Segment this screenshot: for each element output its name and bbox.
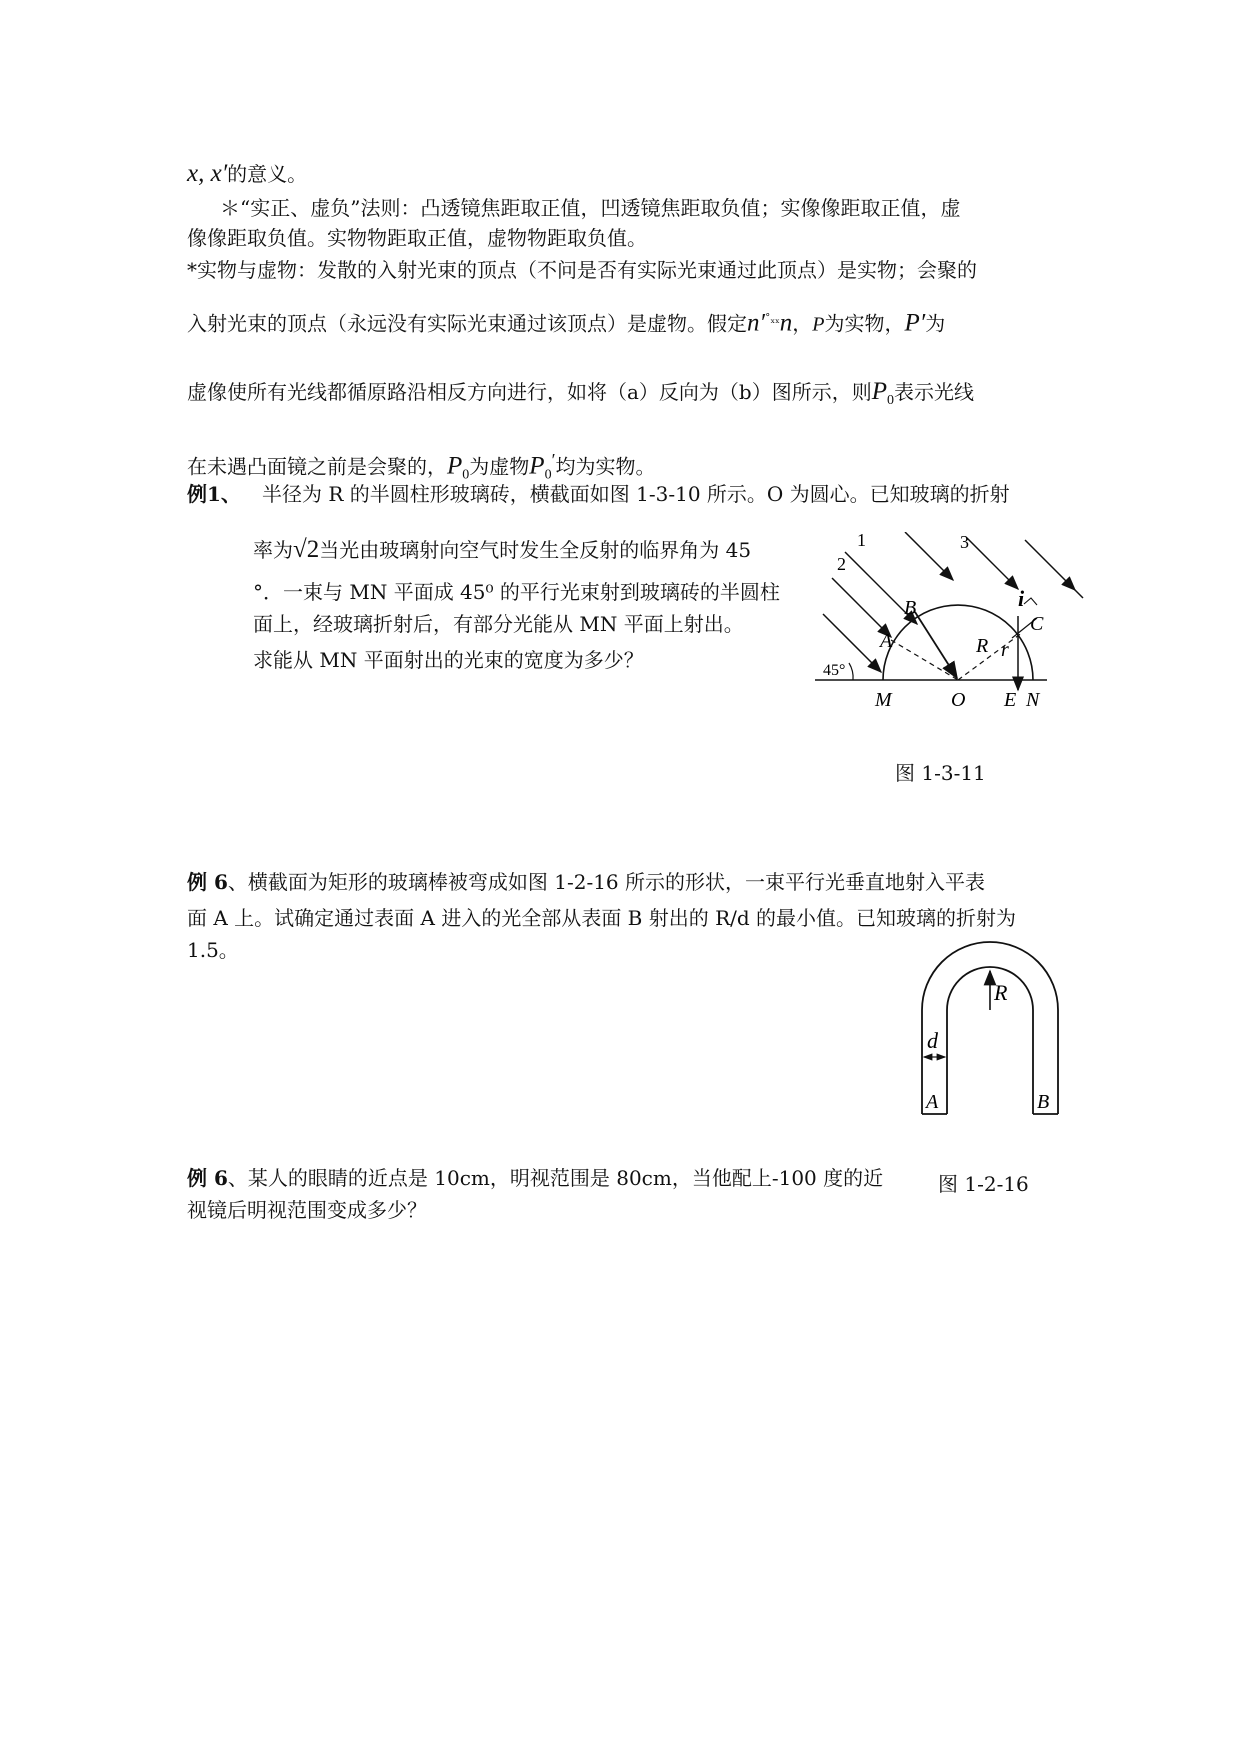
label-B: B [904,597,917,619]
label-r: r [1001,639,1009,661]
example1-line-3: °．一束与 MN 平面成 45⁰ 的平行光束射到玻璃砖的半圆柱 [253,580,780,604]
symbol-P0-prime-sub: 0 [544,467,552,483]
example1-line-1: 半径为 R 的半圆柱形玻璃砖，横截面如图 1-3-10 所示。O 为圆心。已知玻璃的折射 [262,482,1010,506]
label-B: B [1037,1091,1050,1113]
label-R: R [976,635,989,657]
object-line-4-text-b: 为虚物 [469,454,530,479]
symbol-P0: P [871,378,888,405]
label-O: O [951,689,966,711]
incident-ray-b [905,532,953,580]
sqrt-two: √2 [293,536,320,563]
object-line-2 [187,306,945,339]
symbol-n-prime: n′ [747,309,765,337]
figure-caption-1-3-11: 图 1-3-11 [895,761,986,785]
object-line-3-text: 虚像使所有光线都循原路沿相反方向进行，如将（a）反向为（b）图所示，则 [187,380,872,404]
symbol-n: n [779,309,793,337]
angle-arc [849,663,853,680]
label-R: R [994,980,1008,1005]
object-line-3 [187,378,974,415]
object-line-2-text-c: 为 [925,311,946,336]
example6a-line-1-text: 、横截面为矩形的玻璃棒被弯成如图 1-2-16 所示的形状，一束平行光垂直地射入平表 [227,870,986,894]
label-angle-45: 45° [823,662,846,679]
object-line-2-comma: ， [792,311,813,336]
example1-line-5: 求能从 MN 平面射出的光束的宽度为多少？ [253,648,644,672]
example6a-line-2: 面 A 上。试确定通过表面 A 进入的光全部从表面 B 射出的 R/d 的最小值。已知玻璃的折射为 [187,906,1017,930]
label-N: N [1026,689,1040,711]
incident-ray-3 [967,538,1018,589]
example6b-line-2: 视镜后明视范围变成多少？ [187,1198,427,1222]
example6b-line-1 [187,1164,883,1192]
label-C: C [1030,613,1044,635]
intro-vars-line [187,160,307,188]
label-E: E [1004,689,1017,711]
symbol-P0-sub: 0 [887,393,895,408]
symbol-P-prime: P′ [904,309,926,337]
label-A: A [926,1091,939,1113]
label-ray-2: 2 [837,554,846,574]
example6a-label: 例 6 [187,870,228,894]
example1-label: 例1、 [187,482,241,506]
right-angle-mark [1024,598,1037,605]
intro-vars-suffix: 的意义。 [227,162,308,186]
object-line-2-text-b: 为实物， [824,311,905,336]
symbol-P: P [812,313,825,336]
example1-line-4: 面上，经玻璃折射后，有部分光能从 MN 平面上射出。 [253,612,744,636]
example6a-line-3: 1.5。 [187,938,239,962]
dashed-o-c [958,632,1023,680]
refracted-ray-b [915,612,957,678]
symbol-P0-virtual-sub: 0 [462,467,470,483]
example6b-line-1-text: 、某人的眼睛的近点是 10cm，明视范围是 80cm，当他配上-100 度的近 [227,1166,884,1190]
semicircle-refraction-figure [805,532,1095,712]
object-line-4-text-c: 均为实物。 [555,454,656,479]
object-line-2-text: 入射光束的顶点（永远没有实际光束通过该顶点）是虚物。假定 [187,311,747,336]
incident-ray-2 [832,578,891,637]
object-line-1: *实物与虚物：发散的入射光束的顶点（不问是否有实际光束通过此顶点）是实物；会聚的 [187,258,977,282]
example1-line-2-text: 率为 [253,538,293,562]
label-A: A [880,630,893,652]
rule-line-2: 像像距取负值。实物物距取正值，虚物物距取负值。 [187,226,647,250]
incident-ray-outer-tail [1067,582,1083,598]
symbol-relation: ˚ₓₓ [764,313,780,326]
example6b-label: 例 6 [187,1166,228,1190]
example6a-line-1 [187,868,985,896]
label-i: i [1018,586,1025,611]
bent-glass-rod-figure [910,940,1070,1120]
object-line-3-text-b: 表示光线 [894,380,975,404]
label-M: M [875,689,892,711]
symbol-P0-prime-mark: ′ [551,450,556,470]
label-d: d [927,1028,938,1053]
example1-line-2-text-b: 当光由玻璃射向空气时发生全反射的临界角为 45 [319,538,752,562]
example1-line-2 [253,536,751,564]
symbol-P0-prime: P [529,452,545,480]
object-line-4-text: 在未遇凸面镜之前是会聚的， [187,454,447,479]
rule-line-1: ＊“实正、虚负”法则：凸透镜焦距取正值，凹透镜焦距取负值；实像像距取正值，虚 [220,196,961,220]
dashed-a-o [891,640,958,680]
label-ray-1: 1 [857,532,866,550]
variables-x: x, x′ [187,160,228,187]
symbol-P0-virtual: P [447,452,463,480]
label-ray-3: 3 [960,532,969,552]
figure-caption-1-2-16: 图 1-2-16 [938,1172,1029,1196]
